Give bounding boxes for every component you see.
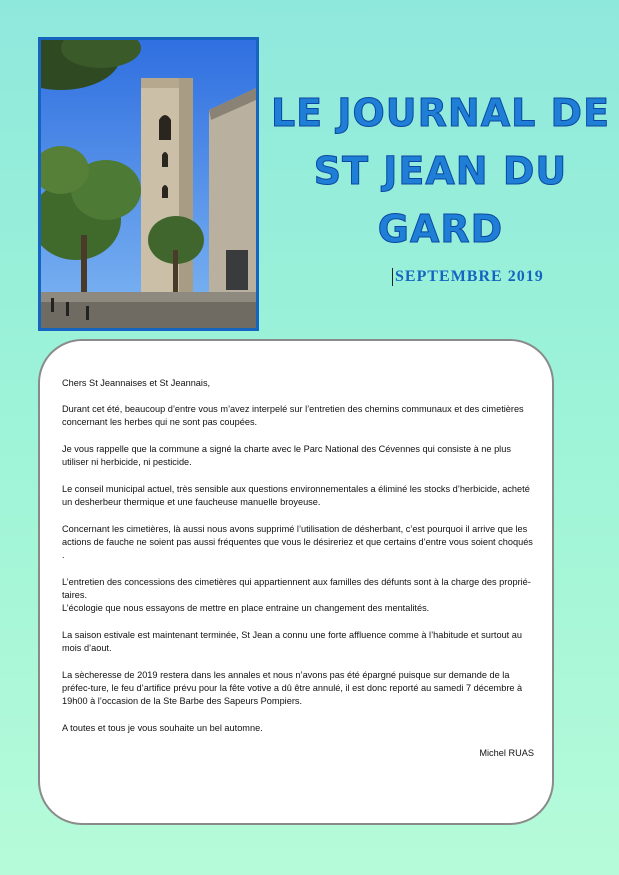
title-line-1: LE JOURNAL DE bbox=[270, 91, 611, 135]
letter-paragraph: Le conseil municipal actuel, très sensible aux questions environnementales a éliminé les stocks d’herbicide, acheté un desherbeur thermique et une faucheuse manuelle broyeuse. bbox=[62, 484, 530, 507]
letter-paragraph: A toutes et tous je vous souhaite un bel automne. bbox=[62, 723, 263, 733]
letter-paragraph: Durant cet été, beaucoup d’entre vous m’avez interpelé sur l’entretien des chemins communaux et des cimetières concernant les herbes qui ne sont pas coupées. bbox=[62, 404, 524, 427]
letter-signature: Michel RUAS bbox=[479, 748, 534, 758]
issue-date: SEPTEMBRE 2019 bbox=[392, 268, 544, 286]
title-line-2: ST JEAN DU bbox=[313, 149, 568, 193]
church-tower-photo bbox=[38, 37, 259, 331]
letter-paragraph: La saison estivale est maintenant terminée, St Jean a connu une forte affluence comme à l’habitude et surtout au mois d’aout. bbox=[62, 630, 522, 653]
title-line-3: GARD bbox=[377, 207, 504, 251]
letter-paragraph: L’entretien des concessions des cimetières qui appartiennent aux familles des défunts sont à la charge des proprié-taires. bbox=[62, 577, 531, 600]
letter-paragraph: Je vous rappelle que la commune a signé la charte avec le Parc National des Cévennes qui consiste à ne plus utiliser ni herbicide, ni pesticide. bbox=[62, 444, 511, 467]
journal-title bbox=[262, 84, 619, 258]
letter-paragraph: La sècheresse de 2019 restera dans les annales et nous n’avons pas été épargné puisque sur demande de la préfec-ture, le feu d’artifice prévu pour la fête votive a dû être annulé, il est donc reporté au samedi 7 décembre à 19h00 à l’occasion de la Ste Barbe des Sapeurs Pompiers. bbox=[62, 670, 523, 706]
letter-paragraph: L’écologie que nous essayons de mettre en place entraine un changement des mentalités. bbox=[62, 603, 430, 613]
church-tower-illustration bbox=[41, 40, 256, 328]
letter-greeting: Chers St Jeannaises et St Jeannais, bbox=[62, 378, 211, 388]
editorial-letter bbox=[38, 339, 554, 825]
letter-paragraph: Concernant les cimetières, là aussi nous avons supprimé l’utilisation de désherbant, c’est pourquoi il arrive que les actions de fauche ne soient pas aussi fréquentes que vous le désireriez et que certains d’entre vous soient choqués . bbox=[62, 524, 533, 560]
